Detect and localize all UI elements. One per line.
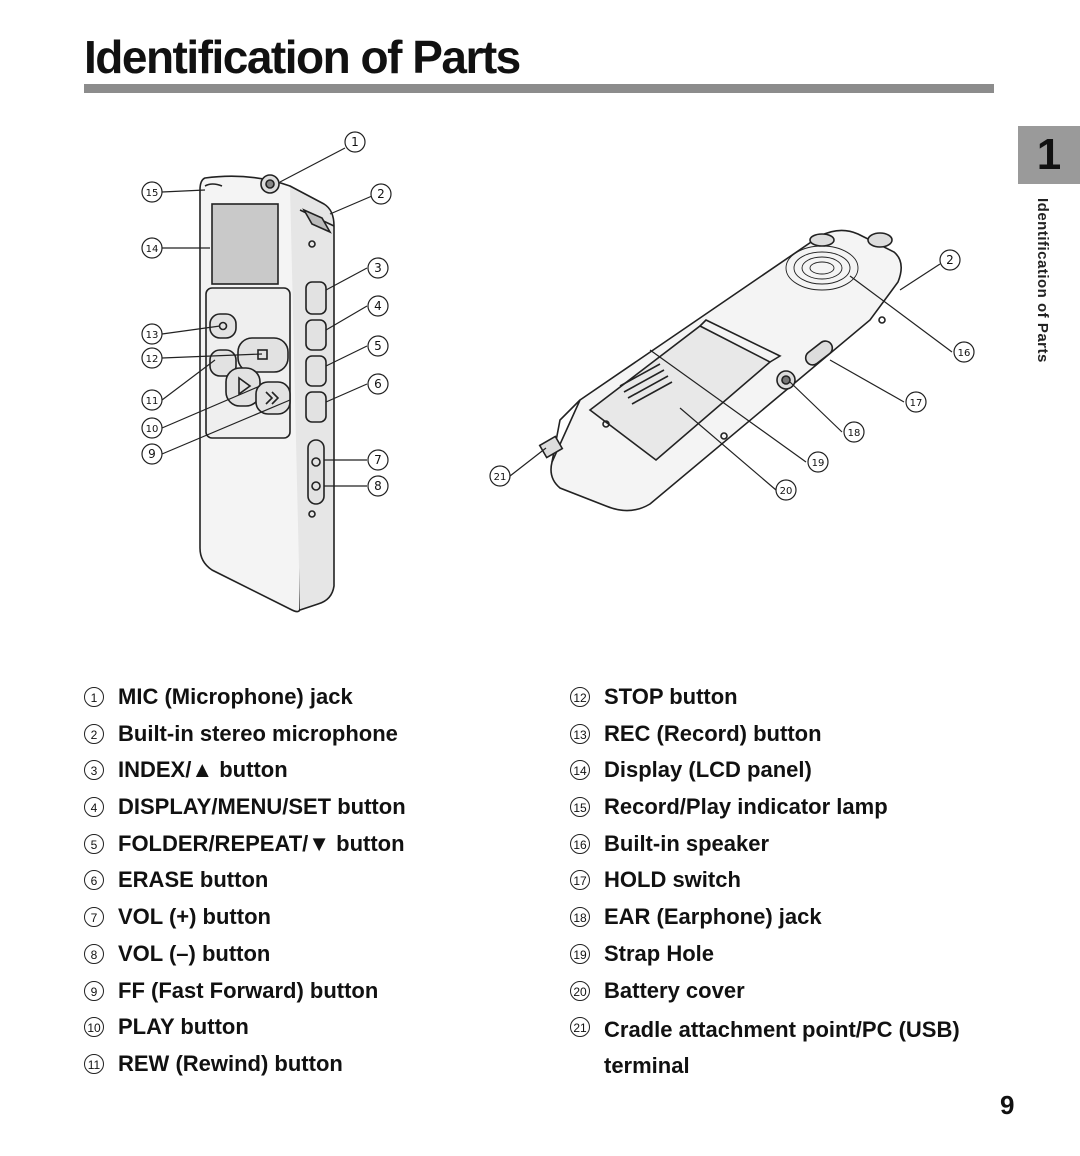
svg-text:8: 8 <box>374 479 382 493</box>
svg-text:4: 4 <box>374 299 382 313</box>
legend-item: 3 INDEX/▲ button <box>84 755 406 792</box>
legend-item: 19 Strap Hole <box>570 939 1004 976</box>
callout-17 <box>906 392 926 412</box>
legend-item: 15 Record/Play indicator lamp <box>570 792 1004 829</box>
svg-text:12: 12 <box>145 354 159 365</box>
svg-text:3: 3 <box>374 261 382 275</box>
svg-text:2: 2 <box>377 187 385 201</box>
svg-text:14: 14 <box>145 244 159 255</box>
svg-text:16: 16 <box>957 348 971 359</box>
legend-item: 20 Battery cover <box>570 976 1004 1013</box>
callout-20 <box>776 480 796 500</box>
legend-item: 14 Display (LCD panel) <box>570 755 1004 792</box>
callout-10 <box>142 418 162 438</box>
legend-item: 12 STOP button <box>570 682 1004 719</box>
legend-item: 10 PLAY button <box>84 1012 406 1049</box>
callout-12 <box>142 348 162 368</box>
svg-text:15: 15 <box>145 188 159 199</box>
legend-item: 9 FF (Fast Forward) button <box>84 976 406 1013</box>
legend-item: 13 REC (Record) button <box>570 719 1004 756</box>
svg-text:7: 7 <box>374 453 382 467</box>
svg-text:5: 5 <box>374 339 382 353</box>
callout-4 <box>368 296 388 316</box>
callout-1 <box>345 132 365 152</box>
callout-11 <box>142 390 162 410</box>
svg-text:11: 11 <box>145 396 159 407</box>
callout-13 <box>142 324 162 344</box>
callout-7 <box>368 450 388 470</box>
legend-item: 18 EAR (Earphone) jack <box>570 902 1004 939</box>
svg-text:2: 2 <box>946 253 954 267</box>
legend-item: 21 Cradle attachment point/PC (USB) terminal <box>570 1012 1004 1049</box>
recorder-back-view <box>540 230 901 510</box>
parts-legend-right <box>570 682 1004 1079</box>
legend-item: 5 FOLDER/REPEAT/▼ button <box>84 829 406 866</box>
legend-item: 17 HOLD switch <box>570 865 1004 902</box>
legend-item: 16 Built-in speaker <box>570 829 1004 866</box>
callout-15 <box>142 182 162 202</box>
callout-21 <box>490 466 510 486</box>
recorder-front-view <box>200 175 334 612</box>
legend-item: 2 Built-in stereo microphone <box>84 719 406 756</box>
callout-18 <box>844 422 864 442</box>
svg-text:19: 19 <box>811 458 825 469</box>
legend-item: 11 REW (Rewind) button <box>84 1049 406 1086</box>
legend-item: 7 VOL (+) button <box>84 902 406 939</box>
callout-8 <box>368 476 388 496</box>
callout-2-back <box>940 250 960 270</box>
page-number: 9 <box>1000 1090 1015 1120</box>
legend-item: 6 ERASE button <box>84 865 406 902</box>
svg-text:21: 21 <box>493 472 507 483</box>
chapter-tab: 1 <box>1018 126 1080 184</box>
callout-14 <box>142 238 162 258</box>
callout-16 <box>954 342 974 362</box>
svg-text:17: 17 <box>909 398 923 409</box>
svg-text:13: 13 <box>145 330 159 341</box>
page-title: Identification of Parts <box>84 31 520 83</box>
callout-3 <box>368 258 388 278</box>
svg-text:1: 1 <box>351 135 359 149</box>
svg-text:20: 20 <box>779 486 793 497</box>
legend-item: 1 MIC (Microphone) jack <box>84 682 406 719</box>
legend-item: 8 VOL (–) button <box>84 939 406 976</box>
svg-text:9: 9 <box>148 447 156 461</box>
callout-5 <box>368 336 388 356</box>
callout-2 <box>371 184 391 204</box>
side-section-label: Identification of Parts <box>1034 198 1051 363</box>
svg-text:18: 18 <box>847 428 861 439</box>
svg-text:10: 10 <box>145 424 159 435</box>
parts-legend-left <box>84 682 406 1086</box>
callout-6 <box>368 374 388 394</box>
callout-9 <box>142 444 162 464</box>
callout-19 <box>808 452 828 472</box>
svg-text:6: 6 <box>374 377 382 391</box>
legend-item: 4 DISPLAY/MENU/SET button <box>84 792 406 829</box>
